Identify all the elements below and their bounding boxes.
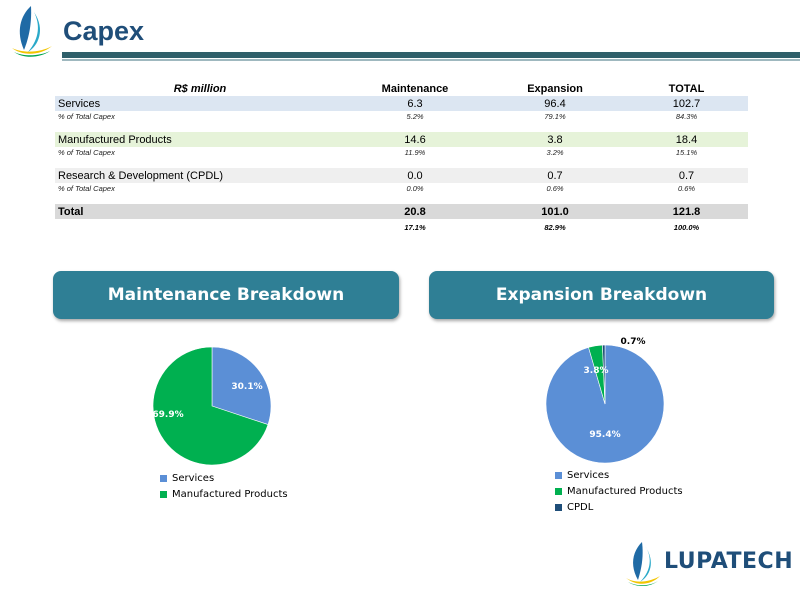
cell-value: 101.0 [485, 204, 625, 219]
legend-swatch [160, 475, 167, 482]
row-label: % of Total Capex [58, 184, 115, 193]
cell-value: 79.1% [544, 112, 566, 121]
legend-item [555, 483, 683, 499]
legend-item [555, 467, 683, 483]
table-row [55, 132, 748, 147]
column-header: R$ million [173, 83, 227, 95]
table-row-percent [55, 147, 748, 158]
cell-value: 100.0% [673, 222, 700, 232]
column-header: Maintenance [381, 83, 449, 95]
title-divider [62, 52, 800, 58]
expansion-pie-chart [530, 332, 680, 468]
cell-value: 0.6% [677, 184, 696, 193]
table-total-row [55, 204, 748, 219]
table-total-percent-row [55, 219, 748, 235]
page-title: Capex [63, 16, 145, 46]
legend-label: Manufactured Products [567, 485, 683, 497]
row-label: Manufactured Products [55, 132, 345, 147]
legend-label: Services [172, 472, 215, 484]
table-row-percent [55, 111, 748, 122]
cell-value: 15.1% [675, 148, 698, 157]
legend-swatch [555, 504, 562, 511]
cell-value: 0.7 [485, 168, 625, 183]
cell-value: 96.4 [485, 96, 625, 111]
legend-item [555, 499, 683, 515]
table-row [55, 96, 748, 111]
maintenance-breakdown-banner: Maintenance Breakdown [53, 271, 399, 319]
cell-value: 0.6% [546, 184, 564, 193]
title-divider-light [62, 59, 800, 61]
cell-value: 18.4 [625, 132, 748, 147]
cell-value: 5.2% [406, 112, 424, 121]
row-label: % of Total Capex [58, 112, 115, 121]
pie-data-label: 69.9% [152, 410, 184, 420]
pie-data-label: 95.4% [589, 430, 621, 440]
column-header: Expansion [527, 83, 583, 95]
cell-value: 17.1% [404, 222, 426, 232]
table-header-row [55, 82, 748, 96]
cell-value: 0.0 [345, 168, 485, 183]
pie-data-label: 30.1% [231, 382, 263, 392]
company-logo-icon [6, 4, 56, 60]
row-label: Research & Development (CPDL) [55, 168, 345, 183]
legend-item [160, 486, 288, 502]
legend-label: Services [567, 469, 610, 481]
row-label: Total [55, 204, 345, 219]
legend-item [160, 470, 288, 486]
legend-swatch [160, 491, 167, 498]
maintenance-pie-chart [140, 340, 290, 470]
legend-swatch [555, 488, 562, 495]
capex-table [55, 82, 748, 235]
row-label: % of Total Capex [58, 148, 115, 157]
cell-value: 0.7 [625, 168, 748, 183]
legend-label: Manufactured Products [172, 488, 288, 500]
expansion-breakdown-banner: Expansion Breakdown [429, 271, 774, 319]
cell-value: 0.0% [406, 184, 424, 193]
cell-value: 6.3 [345, 96, 485, 111]
legend-swatch [555, 472, 562, 479]
legend-label: CPDL [567, 501, 594, 513]
cell-value: 20.8 [345, 204, 485, 219]
pie-data-label: 0.7% [620, 337, 646, 347]
cell-value: 14.6 [345, 132, 485, 147]
row-label: Services [55, 96, 345, 111]
cell-value: 82.9% [544, 222, 566, 232]
maintenance-legend [160, 470, 288, 502]
cell-value: 102.7 [625, 96, 748, 111]
table-row-percent [55, 183, 748, 194]
expansion-legend [555, 467, 683, 515]
brand-wordmark: LUPATECH [664, 549, 794, 574]
cell-value: 84.3% [675, 112, 698, 121]
cell-value: 3.2% [546, 148, 564, 157]
cell-value: 121.8 [625, 204, 748, 219]
column-header: TOTAL [668, 83, 705, 95]
pie-data-label: 3.8% [583, 366, 609, 376]
cell-value: 11.9% [404, 148, 426, 157]
table-row [55, 168, 748, 183]
cell-value: 3.8 [485, 132, 625, 147]
